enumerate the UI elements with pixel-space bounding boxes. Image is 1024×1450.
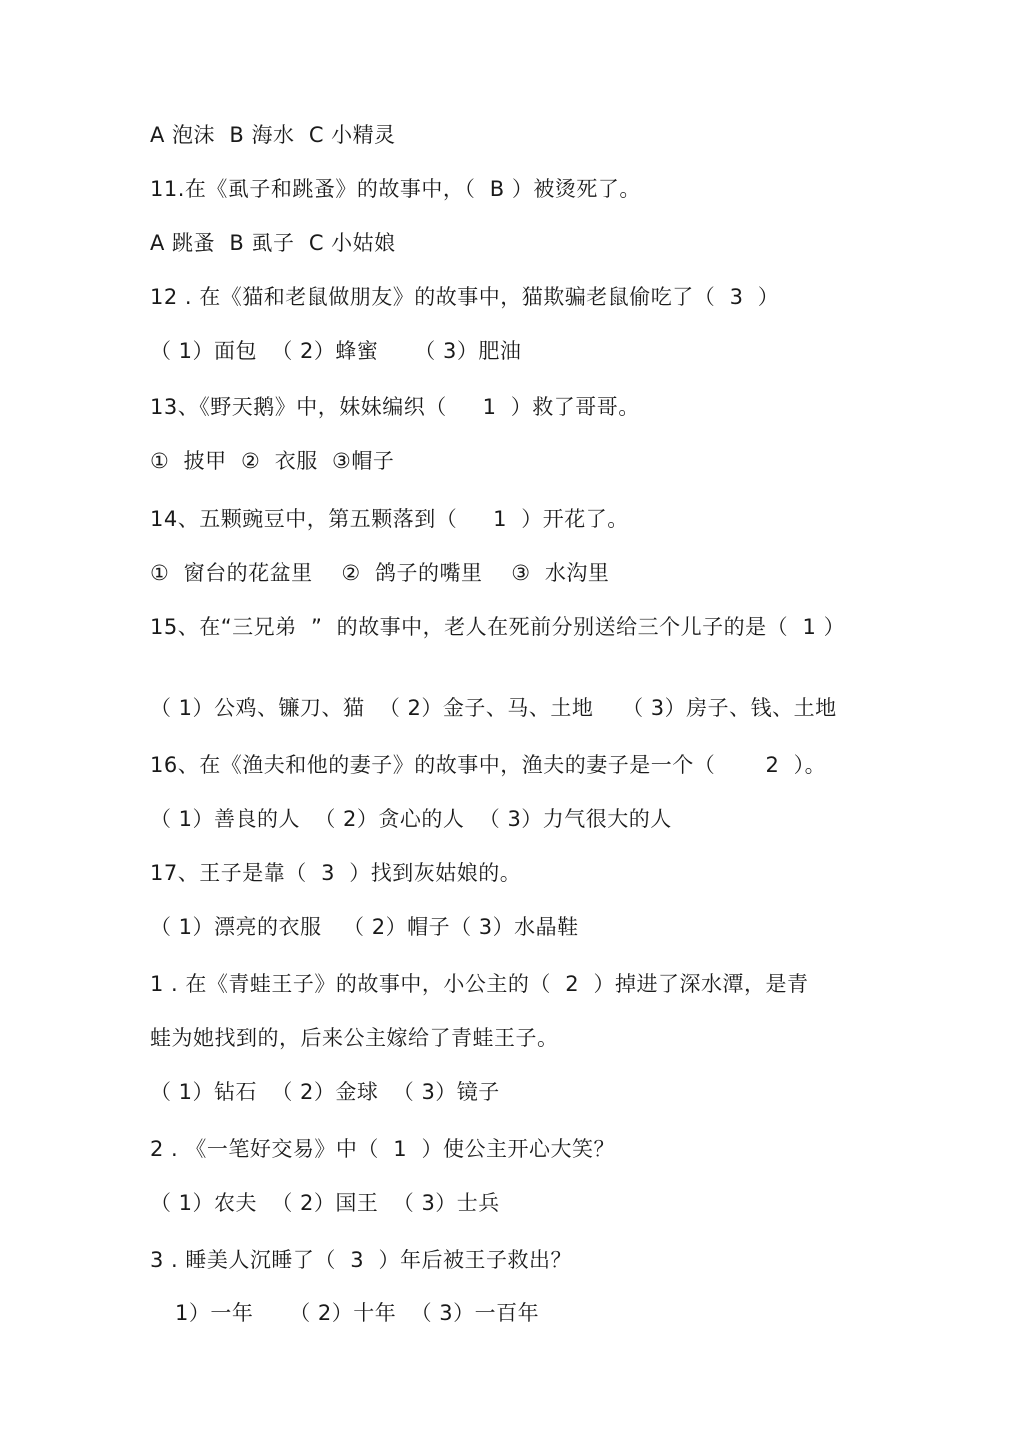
question-14: 14、五颗豌豆中，第五颗落到（ 1 ）开花了。 [150,507,629,531]
question-3: 3 . 睡美人沉睡了（ 3 ）年后被王子救出？ [150,1248,572,1272]
question-16: 16、在《渔夫和他的妻子》的故事中，渔夫的妻子是一个（ 2 ）。 [150,753,827,777]
options-1: （ 1）钻石 （ 2）金球 （ 3）镜子 [150,1080,500,1104]
options-13: ① 披甲 ② 衣服 ③帽子 [150,449,395,473]
question-17: 17、王子是靠（ 3 ）找到灰姑娘的。 [150,861,522,885]
question-1-part-1: 1 . 在《青蛙王子》的故事中，小公主的（ 2 ）掉进了深水潭，是青 [150,972,809,996]
question-11: 11.在《虱子和跳蚤》的故事中，（ B ）被烫死了。 [150,177,641,201]
option-line-10: A 泡沫 B 海水 C 小精灵 [150,123,396,147]
question-2: 2 . 《一笔好交易》中（ 1 ）使公主开心大笑？ [150,1137,615,1161]
options-16: （ 1）善良的人 （ 2）贪心的人 （ 3）力气很大的人 [150,807,672,831]
question-13: 13、《野天鹅》中，妹妹编织（ 1 ）救了哥哥。 [150,395,640,419]
question-15: 15、在“三兄弟 ” 的故事中，老人在死前分别送给三个儿子的是（ 1 ） [150,615,846,639]
options-3: 1）一年 （ 2）十年 （ 3）一百年 [175,1301,540,1325]
options-2: （ 1）农夫 （ 2）国王 （ 3）士兵 [150,1191,500,1215]
options-11: A 跳蚤 B 虱子 C 小姑娘 [150,231,396,255]
options-17: （ 1）漂亮的衣服 （ 2）帽子（ 3）水晶鞋 [150,915,579,939]
question-12: 12 . 在《猫和老鼠做朋友》的故事中，猫欺骗老鼠偷吃了（ 3 ） [150,285,780,309]
question-1-part-2: 蛙为她找到的，后来公主嫁给了青蛙王子。 [150,1026,559,1050]
options-14: ① 窗台的花盆里 ② 鸽子的嘴里 ③ 水沟里 [150,561,610,585]
options-12: （ 1）面包 （ 2）蜂蜜 （ 3）肥油 [150,339,522,363]
options-15: （ 1）公鸡、镰刀、猫 （ 2）金子、马、土地 （ 3）房子、钱、土地 [150,696,837,720]
